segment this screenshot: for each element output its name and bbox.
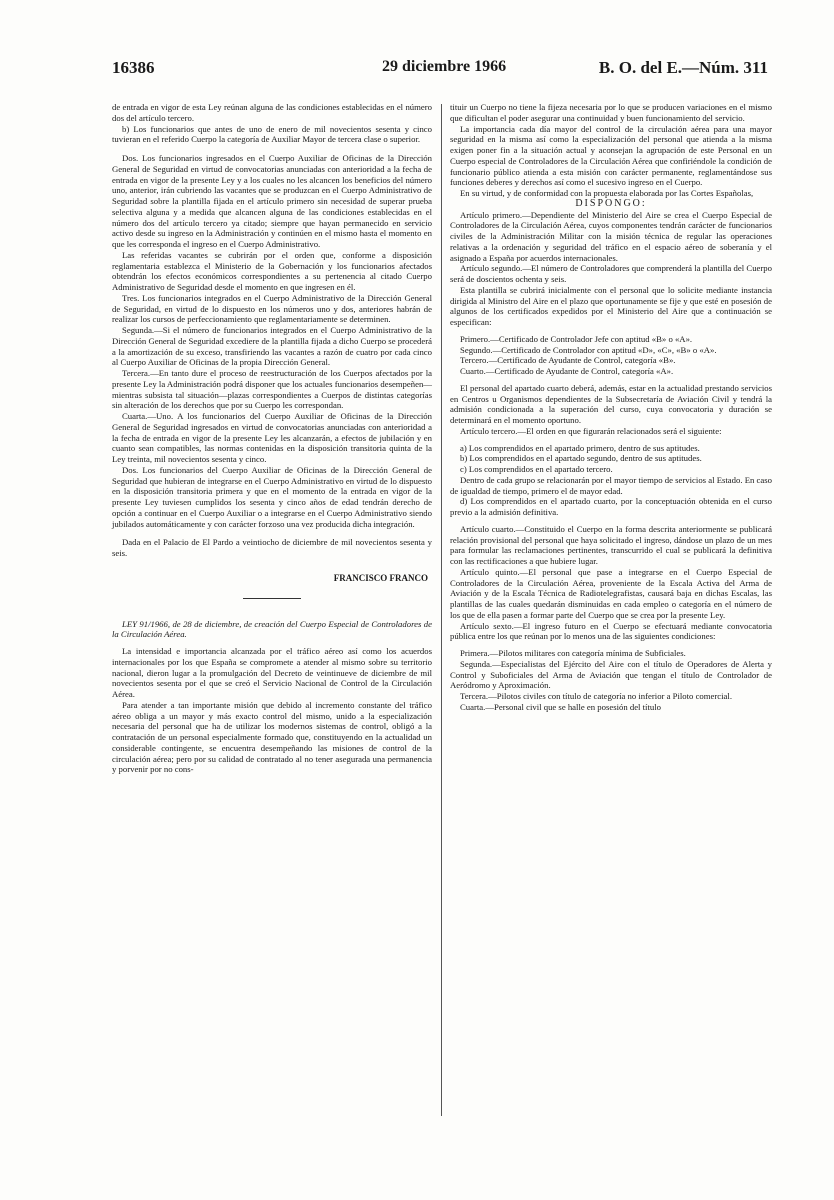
article: Artículo quinto.—El personal que pase a integrarse en el Cuerpo Especial de Controladores de la Circulación Aérea, proveniente de la Escala Activa del Arma de Aviación y de la Escala Técnica de Radiotelegrafistas, causará baja en dichas Escalas, las plantillas de las cuales quedarán disminuidas en cada empleo o categoría en el número de los que de ella pasen a formar parte del Cuerpo que se crea por la presente Ley. [450, 566, 772, 620]
paragraph: Tres. Los funcionarios integrados en el Cuerpo Administrativo de la Dirección General de Seguridad, en virtud de lo dispuesto en los números uno y dos, anteriores habrán de realizar los cursos de perfeccionamiento que reglamentariamente se determinen. [112, 292, 432, 325]
page-number: 16386 [112, 58, 155, 77]
paragraph: Tercera.—En tanto dure el proceso de reestructuración de los Cuerpos afectados por la presente Ley la Administración podrá disponer que los actuales funcionarios desempeñen—mientras subsista tal situación—plazas correspondientes a Cuerpos de distintas categorías sin alteración de los derechos que por su Cuerpo les correspondan. [112, 368, 432, 411]
paragraph: Las referidas vacantes se cubrirán por el orden que, conforme a disposición reglamentaria establezca el Ministerio de la Gobernación y los funcionarios afectados obtendrán los efectos económicos correspondientes a su pertenencia al citado Cuerpo Administrativo de Seguridad desde el momento en que ingresen en él. [112, 249, 432, 292]
law-title: LEY 91/1966, de 28 de diciembre, de creación del Cuerpo Especial de Controladores de la Circulación Aérea. [112, 618, 432, 640]
certificate-item: Primero.—Certificado de Controlador Jefe con aptitud «B» o «A». [460, 333, 693, 344]
paragraph: En su virtud, y de conformidad con la propuesta elaborada por las Cortes Españolas, [460, 188, 754, 198]
article: Artículo primero.—Dependiente del Ministerio del Aire se crea el Cuerpo Especial de Controladores de la Circulación Aérea, cuyos componentes tendrán carácter de funcionarios civiles de la Administración Militar con la misión técnica de regular las operaciones relativas a la ordenación y seguridad del tráfico en el espacio aéreo de soberanía y el asignado a España por acuerdos internacionales. [450, 209, 772, 263]
paragraph: Dos. Los funcionarios del Cuerpo Auxiliar de Oficinas de la Dirección General de Seguridad que hubieran de integrarse en el Cuerpo Administrativo en virtud de lo dispuesto en la disposición transitoria primera y que en el momento de la entrada en vigor de la presente Ley tuviesen cumplidos los sesenta y cinco años de edad tendrán derecho de opción a continuar en el Cuerpo Auxiliar o a integrarse en el Cuerpo Administrativo siendo jubilados automáticamente y con carácter forzoso una vez producida dicha integración. [112, 464, 432, 529]
article: Artículo cuarto.—Constituido el Cuerpo en la forma descrita anteriormente se publicará relación provisional del personal que haya solicitado el ingreso, dándose un plazo de un mes para formular las reclamaciones pertinentes, transcurrido el cual se publicará la definitiva con las rectificaciones a que hubiere lugar. [450, 523, 772, 566]
left-column [112, 102, 432, 775]
order-item: c) Los comprendidos en el apartado tercero. [460, 464, 613, 474]
article: Artículo tercero.—El orden en que figurarán relacionados será el siguiente: [460, 425, 722, 436]
certificate-item: Tercero.—Certificado de Ayudante de Control, categoría «B». [460, 355, 676, 366]
certificate-item: Cuarto.—Certificado de Ayudante de Control, categoría «A». [460, 366, 674, 376]
condition-item: Segunda.—Especialistas del Ejército del Aire con el título de Operadores de Alerta y Control y Suboficiales del Arma de Aviación que tengan el título de Controlador de Aeródromo y Aproximación. [450, 658, 772, 691]
article: El personal del apartado cuarto deberá, además, estar en la actualidad prestando servicios en Centros u Organismos dependientes de la Subsecretaría de Aviación Civil y tendrá la admisión condicionada a la superación del curso, cuya convocatoria y duración se determinará en el momento oportuno. [450, 382, 772, 425]
paragraph: de entrada en vigor de esta Ley reúnan alguna de las condiciones establecidas en el número dos del artículo tercero. [112, 102, 432, 123]
paragraph: La importancia cada día mayor del control de la circulación aérea para una mayor seguridad en la misma así como la especialización del personal que atienda a la misma exigen poner fin a la situación actual y aconsejan la agrupación de este Personal en un Cuerpo especial de Controladores de la Circulación Aérea que confiriéndole la condición de funcionario público atienda a esta misión con carácter permanente, reglamentándose sus funciones deberes y derechos así como el sucesivo ingreso en el Cuerpo. [450, 123, 772, 188]
order-item: Dentro de cada grupo se relacionarán por el mayor tiempo de servicios al Estado. En caso de igualdad de tiempo, primero el de mayor edad. [450, 474, 772, 496]
article: Esta plantilla se cubrirá inicialmente con el personal que lo solicite mediante instancia dirigida al Ministro del Aire en el plazo que oportunamente se fije y que esté en posesión de algunos de los certificados expedidos por el Ministerio del Aire que a continuación se especifican: [450, 284, 772, 327]
article: Artículo sexto.—El ingreso futuro en el Cuerpo se efectuará mediante convocatoria pública entre los que reúnan por lo menos una de las siguientes condiciones: [450, 620, 772, 642]
section-separator [243, 598, 301, 599]
paragraph: tituir un Cuerpo no tiene la fijeza necesaria por lo que se producen variaciones en el mismo que dificultan el poder asegurar una continuidad y buen funcionamiento del servicio. [450, 102, 772, 123]
paragraph: Segunda.—Si el número de funcionarios integrados en el Cuerpo Administrativo de la Dirección General de Seguridad excediere de la plantilla fijada a dicho Cuerpo se procederá a la amortización de su exceso, transfiriendo las vacantes a razón de cuatro por cada cinco al Cuerpo Auxiliar de Oficinas de la propia Dirección General. [112, 325, 432, 368]
order-item: d) Los comprendidos en el apartado cuarto, por la conceptuación obtenida en el curso previo a la admisión definitiva. [450, 496, 772, 517]
paragraph: Cuarta.—Uno. A los funcionarios del Cuerpo Auxiliar de Oficinas de la Dirección General de Seguridad ingresados en virtud de convocatorias anunciadas con anterioridad a la fecha de entrada en vigor de la presente Ley les alcanzarán, a efectos de jubilación y en cuanto sean compatibles, las normas contenidas en la disposición transitoria quinta de la Ley treinta, mil novecientos sesenta y cinco. [112, 411, 432, 464]
signature: FRANCISCO FRANCO [333, 572, 428, 583]
paragraph: Para atender a tan importante misión que debido al incremento constante del tráfico aéreo obliga a un mayor y más exacto control del mismo, unido a la especialización necesaria del personal que ha de utilizar los modernos sistemas de control, obligó a la contratación de un personal especialmente formado que, constituyendo en la actualidad un considerable contingente, se encuentra desempeñando las misiones de control de la circulación aérea; pero por su calidad de contratado al no tener asegurada una permanencia y porvenir por no cons- [112, 699, 432, 775]
page-header [112, 58, 768, 82]
paragraph: Dos. Los funcionarios ingresados en el Cuerpo Auxiliar de Oficinas de la Dirección General de Seguridad en virtud de convocatorias anunciadas con anterioridad a la fecha de entrada en vigor de la presente Ley y a los cuales no les alcancen los beneficios del número uno, anterior, irán cubriendo las vacantes que se produzcan en el Cuerpo Administrativo de Seguridad sobre la plantilla fijada en el artículo primero sin necesidad de superar prueba selectiva alguna y a medida que alcancen alguna de las condiciones establecidas en el número dos del artículo tercero ya citado; siempre que hayan permanecido en servicio activo desde su ingreso en la Administración y continúen en el mismo hasta el momento en que les corresponda el ingreso en el Cuerpo Administrativo. [112, 153, 432, 249]
column-divider [441, 104, 442, 1116]
order-item: a) Los comprendidos en el apartado primero, dentro de sus aptitudes. [460, 442, 700, 453]
condition-item: Cuarta.—Personal civil que se halle en posesión del título [460, 701, 661, 712]
dispongo-heading: DISPONGO: [575, 197, 647, 209]
order-item: b) Los comprendidos en el apartado segundo, dentro de sus aptitudes. [460, 453, 702, 464]
right-column [450, 102, 772, 713]
certificate-item: Segundo.—Certificado de Controlador con aptitud «D», «C», «B» o «A». [460, 344, 717, 355]
closing-formula: Dada en el Palacio de El Pardo a veintiocho de diciembre de mil novecientos sesenta y seis. [112, 537, 432, 558]
condition-item: Tercera.—Pilotos civiles con título de categoría no inferior a Piloto comercial. [460, 691, 732, 701]
issue-date: 29 diciembre 1966 [382, 58, 507, 75]
paragraph: La intensidad e importancia alcanzada por el tráfico aéreo así como los acuerdos internacionales por los que España se compromete a atender al mismo sobre su territorio nacional, dieron lugar a la promulgación del Decreto de veintinueve de diciembre de mil novecientos sesenta por el que se creó el Servicio Nacional de Control de la Circulación Aérea. [112, 646, 432, 699]
article: Artículo segundo.—El número de Controladores que comprenderá la plantilla del Cuerpo será de doscientos ochenta y seis. [450, 263, 772, 284]
condition-item: Primera.—Pilotos militares con categoría mínima de Subficiales. [460, 648, 686, 658]
paragraph: b) Los funcionarios que antes de uno de enero de mil novecientos sesenta y cinco tuvieran en el referido Cuerpo la categoría de Auxiliar Mayor de tercera clase o superior. [112, 123, 432, 145]
publication-name: B. O. del E.—Núm. 311 [598, 58, 768, 77]
